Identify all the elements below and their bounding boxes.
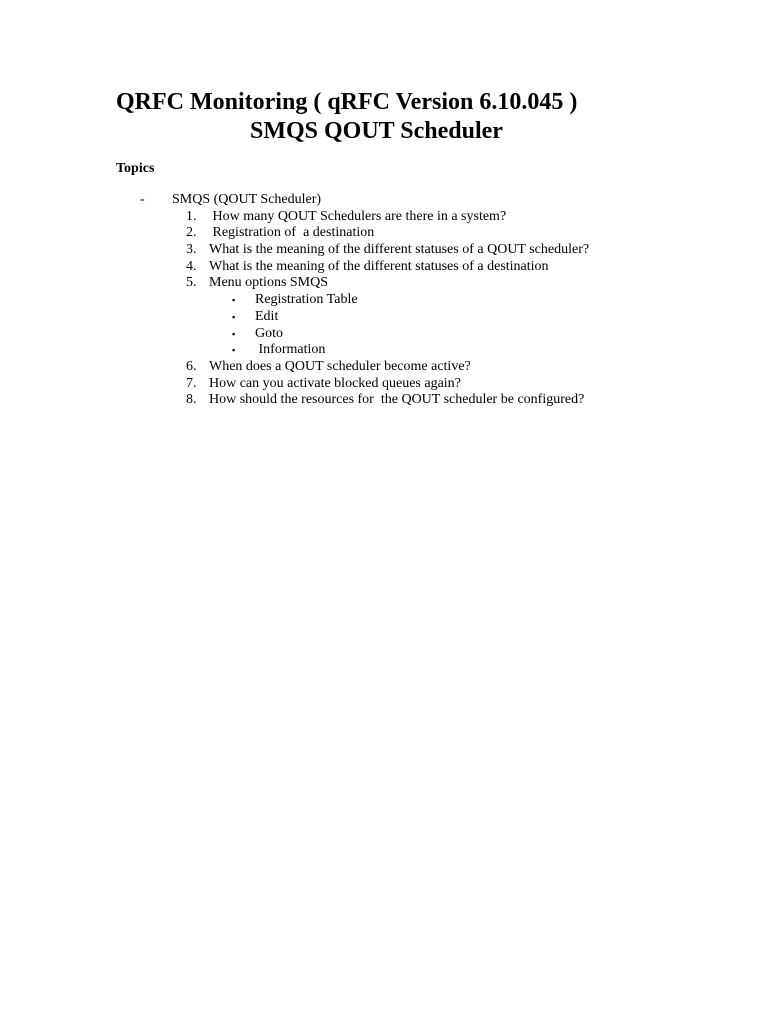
list-item-text: When does a QOUT scheduler become active? xyxy=(209,358,471,374)
menu-option-label: Goto xyxy=(255,325,283,341)
list-item-text: How many QOUT Schedulers are there in a system? xyxy=(209,208,507,224)
square-bullet-icon: ▪ xyxy=(232,311,236,322)
square-bullet-icon: ▪ xyxy=(232,328,236,339)
list-item-text: How can you activate blocked queues again? xyxy=(209,375,461,391)
list-item-text: Menu options SMQS xyxy=(209,275,329,291)
list-item-number: 7. xyxy=(186,375,197,391)
list-item-text: Registration of a destination xyxy=(209,225,375,241)
list-item-number: 3. xyxy=(186,242,197,258)
list-item-text: What is the meaning of the different statuses of a QOUT scheduler? xyxy=(209,242,590,258)
menu-option-label: Information xyxy=(255,342,326,358)
document-title-line1: QRFC Monitoring ( qRFC Version 6.10.045 ) xyxy=(116,89,578,115)
list-item-number: 6. xyxy=(186,358,197,374)
square-bullet-icon: ▪ xyxy=(232,295,236,306)
list-item-number: 2. xyxy=(186,225,197,241)
list-item-text: How should the resources for the QOUT scheduler be configured? xyxy=(209,392,585,408)
list-item-number: 1. xyxy=(186,208,197,224)
menu-option-label: Edit xyxy=(255,308,279,324)
topics-heading: Topics xyxy=(116,161,155,176)
list-item-text: What is the meaning of the different statuses of a destination xyxy=(209,258,549,274)
main-topic-label: SMQS (QOUT Scheduler) xyxy=(172,192,322,207)
list-item-number: 8. xyxy=(186,392,197,408)
list-item-number: 5. xyxy=(186,275,197,291)
list-item-number: 4. xyxy=(186,258,197,274)
menu-option-label: Registration Table xyxy=(255,292,358,308)
document-title-line2: SMQS QOUT Scheduler xyxy=(250,118,503,144)
dash-marker: - xyxy=(140,192,145,207)
square-bullet-icon: ▪ xyxy=(232,345,236,356)
